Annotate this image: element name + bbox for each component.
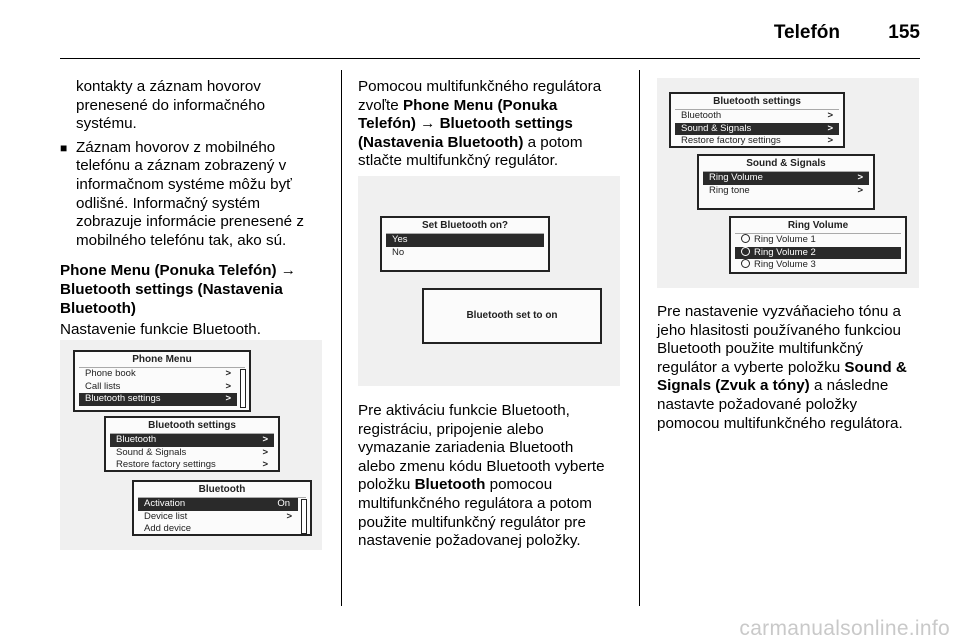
screen-title: Bluetooth settings xyxy=(110,418,274,434)
section-title: Telefón xyxy=(773,22,840,43)
text-line: alebo zmenu kódu Bluetooth vyberte xyxy=(358,457,605,475)
heading-line: Phone Menu (Ponuka Telefón) → xyxy=(60,262,296,280)
screen-set-bluetooth xyxy=(380,216,550,272)
screen-title: Ring Volume xyxy=(735,218,901,234)
screen-bluetooth xyxy=(132,480,312,536)
chevron-right-icon: > xyxy=(286,510,292,522)
chevron-right-icon: > xyxy=(225,380,231,392)
radio-icon xyxy=(741,247,750,256)
activation-value: On xyxy=(277,498,290,509)
column-1 xyxy=(60,78,330,340)
chevron-right-icon: > xyxy=(857,184,863,196)
column-2 xyxy=(358,78,633,171)
screen-title: Phone Menu xyxy=(79,352,245,368)
bullet-item xyxy=(60,139,330,251)
screen-title: Bluetooth xyxy=(138,482,306,498)
text-line: registráciu, pripojenie alebo xyxy=(358,420,544,438)
page-number: 155 xyxy=(888,22,920,43)
menu-row: Ring tone > xyxy=(709,184,863,196)
figure-bluetooth-menu xyxy=(60,340,322,550)
menu-row-selected: Sound & Signals > xyxy=(675,123,839,136)
figure-sound-signals xyxy=(657,78,919,288)
text-line: Bluetooth použite multifunkčný xyxy=(657,340,863,358)
screen-title: Set Bluetooth on? xyxy=(386,218,544,234)
chevron-right-icon: > xyxy=(262,446,268,458)
text-line: mobilného telefónu tak, ako sú. xyxy=(76,231,287,249)
chevron-right-icon: > xyxy=(827,122,833,134)
text-line: multifunkčného regulátora a potom xyxy=(358,494,592,512)
text-line: nastavenie požadovanej položky. xyxy=(358,532,581,550)
screen-title: Sound & Signals xyxy=(703,156,869,172)
text-line: Pre nastavenie vyzváňacieho tónu a xyxy=(657,303,902,320)
menu-row-selected: Ring Volume > xyxy=(703,172,869,185)
menu-row: No xyxy=(392,246,405,258)
chevron-right-icon: > xyxy=(225,393,231,404)
menu-row: Ring Volume 3 xyxy=(735,259,901,272)
column-2-lower xyxy=(358,402,633,551)
screen-title: Bluetooth settings xyxy=(675,94,839,110)
text-line: vymazanie zariadenia Bluetooth xyxy=(358,439,574,457)
radio-icon xyxy=(741,234,750,243)
menu-row: Call lists > xyxy=(85,380,231,392)
text-line: kontakty a záznam hovorov xyxy=(76,78,261,95)
column-divider-1 xyxy=(341,70,342,606)
text-line: systému. xyxy=(76,115,137,133)
text-line: informačnom systéme môžu byť xyxy=(76,175,292,193)
screen-bluetooth-settings xyxy=(669,92,845,148)
text-line: zobrazuje informácie prenesené z xyxy=(76,213,304,231)
text-line: položku Bluetooth pomocou xyxy=(358,476,553,494)
text-line: telefónu a záznam zobrazený v xyxy=(76,157,287,175)
chevron-right-icon: > xyxy=(857,172,863,183)
screen-ring-volume xyxy=(729,216,907,274)
menu-row: Add device xyxy=(144,523,192,534)
menu-row: Bluetooth > xyxy=(681,110,833,121)
heading-line: Bluetooth) xyxy=(60,299,136,317)
screen-sound-signals xyxy=(697,154,875,210)
menu-row-selected: Ring Volume 2 xyxy=(735,247,901,260)
text-line: Pre aktiváciu funkcie Bluetooth, xyxy=(358,402,570,419)
menu-row-selected: Bluetooth > xyxy=(110,434,274,447)
chevron-right-icon: > xyxy=(827,110,833,121)
text-line: nastavte požadované položky xyxy=(657,395,858,413)
menu-row: Device list > xyxy=(144,510,292,522)
column-divider-2 xyxy=(639,70,640,606)
chevron-right-icon: > xyxy=(262,434,268,445)
menu-row: Sound & Signals > xyxy=(116,446,268,458)
text-line: Pomocou multifunkčného regulátora xyxy=(358,78,602,95)
menu-path-heading xyxy=(60,262,330,318)
menu-row: Ring Volume 1 xyxy=(735,234,901,247)
column-3 xyxy=(657,303,927,433)
chevron-right-icon: > xyxy=(262,459,268,470)
continued-text xyxy=(60,78,330,134)
heading-line: Bluetooth settings (Nastavenia xyxy=(60,280,283,298)
figure-set-bluetooth xyxy=(358,176,620,386)
text-line: pomocou multifunkčného regulátora. xyxy=(657,414,903,432)
text-line: regulátor a vyberte položku Sound & xyxy=(657,358,907,376)
scrollbar-icon xyxy=(301,499,307,534)
text-line: jeho hlasitosti používaného funkciou xyxy=(657,321,902,339)
radio-icon xyxy=(741,259,750,268)
chevron-right-icon: > xyxy=(225,368,231,379)
text-line: stlačte multifunkčný regulátor. xyxy=(358,152,559,170)
bullet-mark: ■ xyxy=(60,140,68,155)
text-line: Signals (Zvuk a tóny) a následne xyxy=(657,377,889,395)
page-header xyxy=(60,0,920,59)
confirmation-message: Bluetooth set to on xyxy=(422,288,602,344)
text-line: zvoľte Phone Menu (Ponuka xyxy=(358,96,558,114)
text-line: Telefón) → Bluetooth settings xyxy=(358,115,573,133)
scrollbar-icon xyxy=(240,369,246,408)
screen-phone-menu xyxy=(73,350,251,412)
text-line: (Nastavenia Bluetooth) a potom xyxy=(358,133,583,151)
text-line: Záznam hovorov z mobilného xyxy=(76,138,276,156)
menu-row-selected: Bluetooth settings > xyxy=(79,393,237,406)
text-line: odlišné. Informačný systém xyxy=(76,194,261,212)
menu-row-selected: Yes xyxy=(386,234,544,247)
watermark: carmanualsonline.info xyxy=(739,617,950,640)
text-line: prenesené do informačného xyxy=(76,96,266,114)
menu-row: Restore factory settings > xyxy=(116,459,268,470)
menu-row-selected: Activation On xyxy=(138,498,298,511)
text-line: použite multifunkčný regulátor pre xyxy=(358,513,586,531)
paragraph: Nastavenie funkcie Bluetooth. xyxy=(60,321,261,339)
menu-row: Phone book > xyxy=(85,368,231,379)
screen-bluetooth-settings xyxy=(104,416,280,472)
menu-row: Restore factory settings > xyxy=(681,135,833,146)
chevron-right-icon: > xyxy=(827,135,833,146)
